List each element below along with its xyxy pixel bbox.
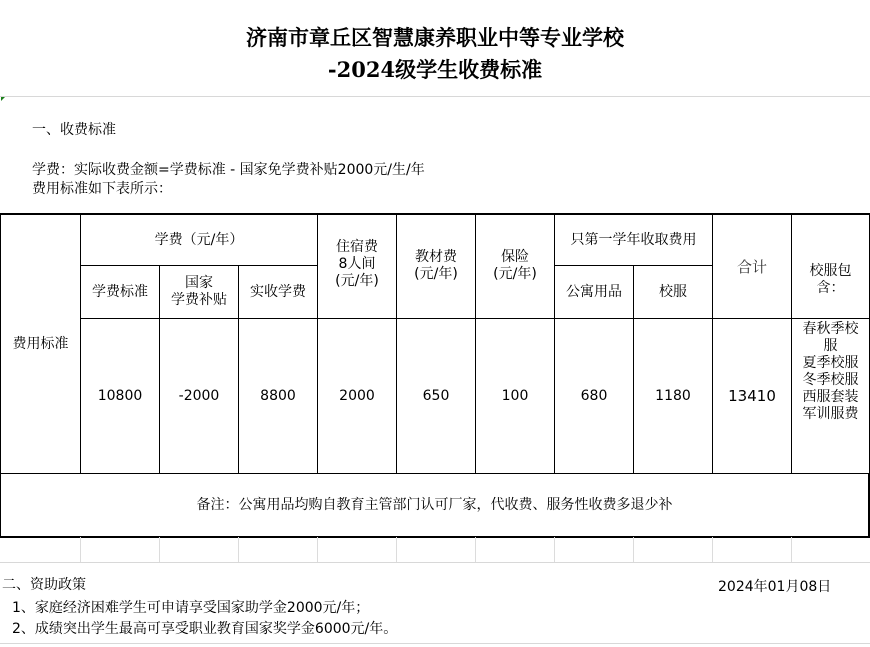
value-actual-tuition: 8800 — [238, 318, 318, 474]
value-dorm-supplies: 680 — [554, 318, 634, 474]
value-textbooks: 650 — [396, 318, 476, 474]
row-label-fee-standard: 费用标准 — [0, 213, 81, 474]
row-divider — [0, 96, 870, 97]
value-accommodation: 2000 — [317, 318, 397, 474]
value-insurance: 100 — [475, 318, 555, 474]
section2-heading: 二、资助政策 — [2, 577, 86, 593]
row-divider — [0, 562, 870, 563]
header-uniform-includes: 校服包 含： — [791, 213, 870, 319]
row-divider — [0, 643, 870, 644]
header-tuition-standard: 学费标准 — [80, 265, 160, 319]
tuition-formula: 学费：实际收费金额=学费标准 - 国家免学费补贴2000元/生/年 — [32, 162, 425, 178]
table-intro: 费用标准如下表所示： — [32, 181, 172, 197]
document-date: 2024年01月08日 — [718, 579, 832, 595]
grid-line — [238, 537, 239, 562]
grid-line — [80, 537, 81, 562]
header-accommodation: 住宿费 8人间 (元/年) — [317, 213, 397, 319]
document-title-line2: -2024级学生收费标准 — [327, 57, 543, 82]
header-textbooks: 教材费 (元/年) — [396, 213, 476, 319]
header-actual-tuition: 实收学费 — [238, 265, 318, 319]
grid-line — [396, 537, 397, 562]
grid-line — [317, 537, 318, 562]
value-uniform-items: 春秋季校 服 夏季校服 冬季校服 西服套装 军训服费 — [791, 318, 870, 474]
header-insurance: 保险 (元/年) — [475, 213, 555, 319]
value-uniform: 1180 — [633, 318, 713, 474]
header-dorm-supplies: 公寓用品 — [554, 265, 634, 319]
aid-policy-item-1: 1、家庭经济困难学生可申请享受国家助学金2000元/年； — [12, 600, 370, 616]
value-tuition-standard: 10800 — [80, 318, 160, 474]
header-national-subsidy: 国家 学费补贴 — [159, 265, 239, 319]
cell-comment-marker-icon — [1, 97, 5, 101]
grid-line — [791, 537, 792, 562]
grid-line — [475, 537, 476, 562]
header-first-year-group: 只第一学年收取费用 — [554, 213, 713, 266]
header-uniform: 校服 — [633, 265, 713, 319]
table-note: 备注：公寓用品均购自教育主管部门认可厂家，代收费、服务性收费多退少补 — [0, 473, 870, 538]
value-national-subsidy: -2000 — [159, 318, 239, 474]
grid-line — [554, 537, 555, 562]
header-tuition-group: 学费（元/年） — [80, 213, 318, 266]
grid-line — [712, 537, 713, 562]
aid-policy-item-2: 2、成绩突出学生最高可享受职业教育国家奖学金6000元/年。 — [12, 621, 398, 637]
document-title-line1: 济南市章丘区智慧康养职业中等专业学校 — [246, 25, 624, 50]
grid-line — [633, 537, 634, 562]
grid-line — [159, 537, 160, 562]
header-total: 合计 — [712, 213, 792, 319]
section1-heading: 一、收费标准 — [32, 122, 116, 138]
value-total: 13410 — [712, 318, 792, 474]
